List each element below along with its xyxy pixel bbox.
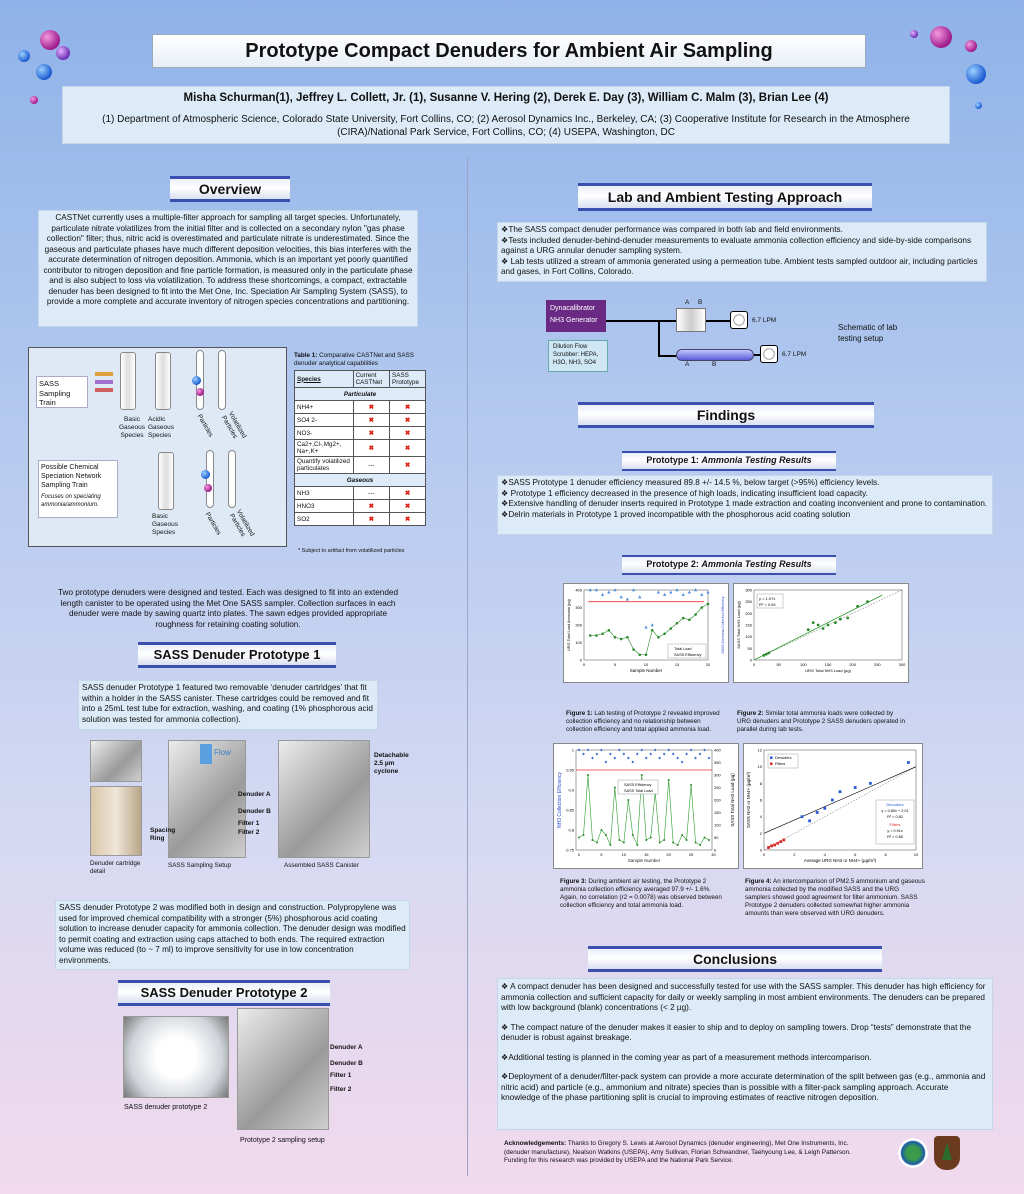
denuder-cartridge-tube-photo [90, 786, 142, 856]
table-cell: NO3- [295, 427, 354, 440]
table-cell: SO2 [295, 513, 354, 526]
particle-dot-icon [201, 470, 210, 479]
legend-label: Denuders [775, 756, 792, 760]
acidic-gaseous-label: Acidic Gaseous Species [148, 416, 175, 439]
proto2-cap2: Prototype 2 sampling setup [240, 1137, 325, 1144]
denuder-annular-icon [676, 349, 754, 361]
denuder-point [823, 807, 826, 810]
filter-point [767, 846, 770, 849]
data-point [762, 654, 765, 657]
col-current: Current CASTNet [353, 371, 389, 388]
acknowledgements: Acknowledgements: Thanks to Gregory S. Lewis at Aerosol Dynamics (denuder engineering), Met One Instruments, Inc. (denuder manufacture), Nealson Watkins (USEPA), Amy Sullivan, Florian Schwandner, Taehyoung Lee, & Leigh Patterson. Funding for this research was provided by USEPA and the National Park Service. [504, 1140, 851, 1164]
y-tick: 4 [759, 814, 762, 820]
denuder-point [808, 819, 811, 822]
legend-label: SASS Efficiency [624, 783, 652, 787]
authors: Misha Schurman(1), Jeffrey L. Collett, Jr. (1), Susanne V. Hering (2), Derek E. Day (3), William C. Malm (3), Brian Lee (4) [183, 92, 829, 104]
x-tick: 20 [666, 852, 671, 857]
x-tick: 20 [705, 662, 711, 667]
decor-bubble [30, 96, 38, 104]
total-load-point [677, 844, 679, 846]
p1-bullet: ❖SASS Prototype 1 denuder efficiency measured 89.8 +/- 14.5 %, below target (>95%) efficiency levels. [501, 478, 880, 487]
y-axis-label: SASS Total NH3 Load (µg) [736, 601, 741, 649]
y-tick: 150 [745, 622, 752, 628]
overview-heading: Overview [170, 176, 290, 202]
decor-bubble [966, 64, 986, 84]
table-cell: Ca2+,Cl-,Mg2+, Na+,K+ [295, 440, 354, 457]
total-load-point [676, 622, 679, 625]
decor-bubble [36, 64, 52, 80]
conclusions-heading: Conclusions [588, 946, 882, 972]
lab-bullet-2: ❖Tests included denuder-behind-denuder measurements to evaluate ammonia collection efficiency and side-by-side comparisons against a URG annular denuder sampling system. [501, 235, 972, 255]
data-point [767, 652, 770, 655]
data-point [856, 605, 859, 608]
particle-dot-icon [192, 376, 201, 385]
assembled-canister-photo [278, 740, 370, 858]
x-tick: 10 [621, 852, 627, 857]
p2-filter2-label: Filter 2 [330, 1086, 352, 1093]
conclusion-item: ❖ The compact nature of the denuder makes it easier to ship and to deploy on sampling towers. Drop “tests” demonstrate that the denuder is robust against breakage. [501, 1022, 972, 1042]
x-tick: 0 [752, 662, 756, 667]
total-load-point [688, 618, 691, 621]
y-tick: 0 [749, 657, 752, 663]
proto1-cap1: Denuder cartridge detail [90, 860, 141, 875]
total-load-point [699, 844, 701, 846]
data-point [765, 653, 768, 656]
volatilized-label: Volatilized Particles [219, 410, 248, 440]
total-load-point [605, 834, 607, 836]
legend-label: Filters [775, 762, 786, 766]
total-load-point [578, 837, 580, 839]
p1-subheading: Prototype 1: Ammonia Testing Results [622, 451, 836, 471]
species-table: Species Current CASTNet SASS Prototype Particulate NH4+ ✖ ✖ SO4 2- ✖ ✖ NO3- ✖ ✖ Ca2+,Cl-,Mg2+, Na+,K+ ✖ ✖ Quantify volatilized particulates --- ✖ Gaseous NH3 --- ✖ HNO3 ✖ ✖ SO2 ✖ ✖ [294, 370, 426, 526]
proto1-cap2: SASS Sampling Setup [168, 862, 232, 869]
y-axis-label: URG Total Load Ammonia (µg) [567, 599, 571, 651]
decor-bubble [910, 30, 918, 38]
proto2-setup-photo [237, 1008, 329, 1130]
table-cell: SO4 2- [295, 414, 354, 427]
decor-bubble [56, 46, 70, 60]
schematic-caption: Schematic of lab testing setup [838, 323, 898, 343]
decor-bubble [40, 30, 60, 50]
total-load-point [620, 638, 623, 641]
total-load-point [657, 636, 660, 639]
total-load-point [645, 839, 647, 841]
total-load-point [587, 774, 589, 776]
table-cell: Quantify volatilized particulates [295, 457, 354, 474]
y-tick: 0 [759, 847, 762, 853]
x-tick: 8 [884, 852, 887, 857]
total-load-point [663, 839, 665, 841]
y-axis-label: SASS NH3 or NH4+ (µg/m³) [746, 771, 751, 829]
total-load-point [608, 629, 611, 632]
x-tick: 15 [644, 852, 649, 857]
a-label-2: A [685, 361, 690, 368]
flow-arrow-icon [200, 744, 212, 764]
total-load-point [704, 837, 706, 839]
x-axis-label: URG Total NH3 Load (µg) [805, 668, 851, 673]
fig2-caption: Figure 2: Similar total ammonia loads were collected by URG denuders and Prototype 2 SASS denuders operated in parallel during lab tests. [737, 710, 906, 733]
x-tick: 5 [613, 662, 617, 667]
fig3-caption: Figure 3: During ambient air testing, the Prototype 2 ammonia collection efficiency averaged 97.9 +/- 1.6%. Again, no correlation (r2 = 0.0078) was observed between collection efficiency and total ammonia load. [560, 878, 722, 909]
p1-bullet: ❖Delrin materials in Prototype 1 proved incompatible with the phosphorous acid coating solution [501, 509, 851, 519]
total-load-point [645, 653, 648, 656]
total-load-point [627, 799, 629, 801]
spacing-ring-label: Spacing Ring [150, 827, 176, 842]
proto2-cap1: SASS denuder prototype 2 [124, 1104, 208, 1111]
total-load-point [632, 648, 635, 651]
r-squared: R² = 0.94 [759, 602, 776, 607]
y2-tick: 250 [714, 785, 721, 790]
total-load-point [694, 613, 697, 616]
x-tick: 300 [898, 662, 906, 667]
affiliations: (1) Department of Atmospheric Science, Colorado State University, Fort Collins, CO; (2) Aerosol Dynamics Inc., Berkeley, CA; (3) Cooperative Institute for Research in the Atmosphere (CIRA)/National Park Service, Fort Collins, CO; (4) USEPA, Washington, DC [102, 114, 910, 138]
x-axis-label: Sample Number [629, 668, 663, 673]
p1-bullet: ❖ Prototype 1 efficiency decreased in the presence of high loads, indicating insufficient load capacity. [501, 488, 868, 498]
y2-axis-label: SASS Total NH3 Load (µg) [730, 773, 735, 827]
y2-tick: 350 [714, 760, 721, 765]
p2-denuder-a-label: Denuder A [330, 1044, 363, 1051]
equation-label: Denuders [886, 802, 904, 807]
filter-point [773, 844, 776, 847]
legend-swatch [770, 763, 773, 766]
x-tick: 30 [711, 852, 716, 857]
r-squared: R² = 0.85 [887, 835, 903, 839]
y-tick: 100 [745, 634, 752, 640]
y-tick: 100 [575, 640, 582, 645]
denuder-point [816, 811, 819, 814]
fig1-chart [563, 583, 729, 683]
volatilized-label-2: Volatilized Particles [227, 508, 256, 538]
equation: y = 0.91x [887, 829, 903, 833]
denuder-point [869, 782, 872, 785]
total-load-point [707, 603, 710, 606]
total-load-point [663, 632, 666, 635]
p2-denuder-b-label: Denuder B [330, 1060, 363, 1067]
p1-findings-box [497, 475, 993, 535]
total-load-point [650, 837, 652, 839]
total-load-point [623, 842, 625, 844]
denuder-point [907, 761, 910, 764]
y-axis-label: NH3 Collection Efficiency [557, 771, 563, 829]
col-sass: SASS Prototype [390, 371, 426, 388]
x-tick: 10 [913, 852, 919, 857]
p2-filter1-label: Filter 1 [330, 1072, 352, 1079]
total-load-point [701, 606, 704, 609]
y2-tick: 100 [714, 822, 721, 828]
network-note: Focuses on speciating ammonia/ammonium. [41, 494, 101, 508]
flow-line [658, 321, 660, 355]
particles-label-2: Particles [203, 511, 223, 537]
total-load-point [641, 774, 643, 776]
filter-point [776, 842, 779, 845]
dilution-box: Dilution Flow Scrubber: HEPA, H3O, NH3, SO4 [548, 340, 608, 372]
legend-label: Total Load [674, 647, 692, 651]
total-load-point [596, 842, 598, 844]
poster-title: Prototype Compact Denuders for Ambient Air Sampling [245, 40, 773, 62]
y-tick: 250 [745, 599, 752, 605]
equation-label: Filters [889, 822, 901, 827]
filter-point [770, 844, 773, 847]
y-tick: 0.8 [568, 827, 574, 833]
total-load-point [659, 842, 661, 844]
y2-tick: 300 [714, 772, 721, 778]
equation: y = 1.07x [759, 596, 776, 601]
conclusions-box [497, 978, 993, 1130]
conclusion-item: ❖Deployment of a denuder/filter-pack system can provide a more accurate determination of the split between gas (e.g., ammonia and nitric acid) and particle (e.g., ammonium and nitrate) species than is possible with a filter-pack sampling approach. Accurate knowledge of the phase partitioning split is crucial to improving estimates of reactive nitrogen deposition. [501, 1072, 986, 1102]
total-load-point [639, 653, 642, 656]
particle-dot-icon [204, 484, 212, 492]
data-point [834, 621, 837, 624]
sass-train-label: SASS Sampling Train [36, 376, 88, 408]
table-cell: HNO3 [295, 500, 354, 513]
lab-heading: Lab and Ambient Testing Approach [578, 183, 872, 211]
filter-point [779, 840, 782, 843]
denuder-point [839, 790, 842, 793]
denuder-point [801, 815, 804, 818]
total-load-point [686, 839, 688, 841]
y2-tick: 0 [714, 847, 717, 853]
total-load-point [708, 839, 710, 841]
p1-bullet: ❖Extensive handling of denuder inserts required in Prototype 1 made extraction and coating inconvenient and prone to contamination. [501, 499, 988, 508]
proto2-intro: SASS denuder Prototype 2 was modified both in design and construction. Polypropylene was used for improved chemical compatibility with a stronger (5%) phosphorous acid coating solution to increase denuder capacity for ammonia collection. The denuder design was modified to permit coating and extraction using caps attached to both ends. The required extraction volume was reduced (to ~ 7 ml) to improve sensitivity for use in low concentration environments. [55, 900, 410, 970]
denuder-tube-icon [155, 352, 171, 410]
denuder-cartridge-photo [90, 740, 142, 782]
table-cell: NH4+ [295, 401, 354, 414]
x-tick: 4 [823, 852, 826, 857]
data-point [846, 617, 849, 620]
decor-bubble [18, 50, 30, 62]
total-load-point [591, 839, 593, 841]
x-tick: 6 [854, 852, 857, 857]
decor-bubble [965, 40, 977, 52]
data-point [866, 600, 869, 603]
proto2-denuder-photo [123, 1016, 229, 1098]
y2-tick: 200 [714, 797, 721, 803]
denuder-tube-icon [120, 352, 136, 410]
table-cell: NH3 [295, 487, 354, 500]
overview-text: CASTNet currently uses a multiple-filter approach for sampling all target species. Unfortunately, particulate nitrate volatilizes from the initial filter and is collected on a secondary nylon "gas phase collection" filter; thus, nitric acid is overestimated and particulate nitrate is underestimated. Since the gaseous and particulate phases have much different deposition velocities, this bias interferes with the accurate determination of nitrogen deposition. Ammonia, which is an important yet poorly quantified contributor to nitrogen deposition and fine particle formation, is measured only in the particulate phase and is also subject to loss via volatilization. To address these shortcomings, a compact, extractable denuder has been designed to fit into the Met One, Inc. Speciation Air Sampling System (SASS), to provide a more complete and accurate inventory of nitrogen species concentrations and partitioning. [38, 210, 418, 327]
particle-dot-icon [196, 388, 204, 396]
total-load-point [670, 627, 673, 630]
flow-label: Flow [214, 748, 231, 757]
particles-label: Particles [195, 413, 215, 439]
lpm-label-2: 6.7 LPM [782, 351, 807, 358]
y-tick: 0.75 [566, 847, 574, 853]
proto1-heading: SASS Denuder Prototype 1 [138, 642, 336, 668]
x-tick: 2 [793, 852, 796, 857]
denuder-point [831, 799, 834, 802]
y2-tick: 150 [714, 810, 721, 815]
total-load-point [668, 779, 670, 781]
equation: y = 0.80x + 2.01 [881, 809, 909, 813]
table-caption: Table 1: Comparative CASTNet and SASS denuder analytical capabilities [294, 352, 414, 367]
total-load-point [672, 842, 674, 844]
proto1-text: SASS denuder Prototype 1 featured two removable ‘denuder cartridges’ that fit within a holder in the SASS canister. These cartridges could be removed and fit into a 25mL test tube for extraction, washing, and coating (1% phosphorous acid solution was tested for ammonia collection). [78, 680, 378, 730]
total-load-point [614, 636, 617, 639]
y-tick: 400 [575, 587, 582, 593]
gaseous-row: Gaseous [295, 474, 426, 487]
x-tick: 50 [776, 662, 781, 667]
x-axis-label: Sample Number [627, 858, 661, 863]
y2-tick: 50 [714, 835, 719, 840]
total-load-point [589, 634, 592, 637]
total-load-point [681, 834, 683, 836]
filter1-label: Filter 1 [238, 820, 260, 827]
flow-line [706, 320, 730, 322]
filter-point [782, 839, 785, 842]
fig3-chart [553, 743, 739, 869]
basic-gaseous-label: Basic Gaseous Species [118, 416, 146, 439]
y-tick: 6 [759, 797, 762, 803]
data-point [827, 624, 830, 627]
proto1-cap3: Assembled SASS Canister [284, 862, 359, 869]
b-label-2: B [712, 361, 717, 368]
lpm-label-1: 6.7 LPM [752, 317, 777, 324]
flow-arrow-icon [95, 388, 113, 392]
flow-arrow-icon [95, 380, 113, 384]
legend-label: SASS Efficiency [674, 653, 702, 657]
x-tick: 0 [762, 852, 766, 857]
fig2-chart [733, 583, 909, 683]
y-tick: 300 [745, 587, 752, 593]
x-tick: 250 [873, 662, 881, 667]
denuder-stack-icon [676, 308, 706, 332]
total-load-point [614, 787, 616, 789]
legend-label: SASS Total Load [624, 789, 653, 793]
total-load-point [632, 834, 634, 836]
data-point [807, 628, 810, 631]
x-tick: 0 [582, 662, 586, 667]
fig1-caption: Figure 1: Lab testing of Prototype 2 revealed improved collection efficiency and no relationship between collection efficiency and total applied ammonia load. [566, 710, 720, 733]
x-tick: 15 [674, 662, 680, 667]
flow-arrow-icon [95, 372, 113, 376]
denuder-point [854, 786, 857, 789]
legend-swatch [770, 757, 773, 760]
flow-line [606, 320, 676, 322]
x-tick: 100 [799, 662, 807, 667]
fig4-caption: Figure 4: An intercomparison of PM2.5 ammonium and gaseous ammonia collected by the modified SASS and the URG samplers showed good agreement for filter ammonium. SASS Prototype 2 denuders collected somewhat higher ammonia amounts than were observed with URG denuders. [745, 878, 925, 917]
b-label-1: B [698, 299, 703, 306]
x-tick: 150 [824, 662, 832, 667]
total-load-point [600, 829, 602, 831]
total-load-point [618, 839, 620, 841]
total-load-point [626, 636, 629, 639]
x-tick: 0 [577, 852, 581, 857]
proto2-heading: SASS Denuder Prototype 2 [118, 980, 330, 1006]
denuder-tube-icon [158, 452, 174, 510]
design-text: Two prototype denuders were designed and tested. Each was designed to fit into an extended length canister to be operated using the Met One SASS sampler. Collection surfaces in each denuder were made by sawing quartz into plates. The sawn edges provided appropriate roughness for retaining coating solution. [58, 588, 399, 629]
data-point [822, 627, 825, 630]
a-label-1: A [685, 299, 690, 306]
y-tick: 1 [571, 747, 574, 753]
denuder-a-label: Denuder A [238, 791, 271, 798]
data-point [812, 621, 815, 624]
epa-logo [898, 1138, 928, 1168]
flow-line [658, 355, 676, 357]
findings-heading: Findings [578, 402, 874, 428]
total-load-point [690, 784, 692, 786]
x-tick: 5 [600, 852, 603, 857]
y-tick: 0.9 [568, 787, 574, 793]
y2-tick: 400 [714, 747, 721, 753]
y-tick: 300 [575, 605, 582, 610]
total-load-point [682, 617, 685, 620]
dynacalibrator-box: Dynacalibrator NH3 Generator [546, 300, 606, 332]
y-tick: 0.95 [566, 767, 574, 773]
total-load-point [695, 842, 697, 844]
total-load-point [651, 629, 654, 632]
filter-icon [228, 450, 236, 508]
total-load-point [601, 632, 604, 635]
basic-gaseous-label-2: Basic Gaseous Species [152, 513, 179, 536]
total-load-point [582, 834, 584, 836]
total-load-point [636, 844, 638, 846]
lab-bullet-1: ❖The SASS compact denuder performance was compared in both lab and field environments. [501, 225, 843, 234]
y2-axis-label: SASS Ammonia Collection Efficiency [721, 596, 725, 654]
filter-icon [206, 450, 214, 508]
x-axis-label: Average URG NH3 or NH4+ (µg/m³) [803, 858, 877, 863]
lab-box [497, 222, 987, 282]
y-tick: 12 [757, 747, 762, 753]
filter-icon [218, 350, 226, 410]
pump-icon [730, 311, 748, 329]
col-species: Species [295, 371, 354, 388]
y-tick: 10 [757, 764, 762, 770]
pump-icon [760, 345, 778, 363]
network-label: Possible Chemical Speciation Network Sampling Train [41, 464, 102, 489]
y-tick: 8 [759, 780, 762, 786]
conclusion-item: ❖Additional testing is planned in the coming year as part of a measurement methods intercomparison. [501, 1052, 872, 1062]
fig4-chart [743, 743, 923, 869]
total-load-point [595, 634, 598, 637]
p2-subheading: Prototype 2: Ammonia Testing Results [622, 555, 836, 575]
y-tick: 0.85 [566, 807, 574, 813]
r-squared: R² = 0.82 [887, 815, 903, 819]
y-tick: 50 [747, 645, 752, 651]
denuder-b-label: Denuder B [238, 808, 271, 815]
y-tick: 0 [579, 657, 582, 663]
column-divider [467, 156, 468, 1176]
x-tick: 200 [849, 662, 857, 667]
y-tick: 2 [759, 830, 762, 836]
data-point [817, 624, 820, 627]
total-load-point [609, 844, 611, 846]
x-tick: 10 [643, 662, 649, 667]
plot-area [576, 750, 712, 850]
particulate-row: Particulate [295, 388, 426, 401]
x-tick: 25 [688, 852, 694, 857]
lab-bullet-3: ❖ Lab tests utilized a stream of ammonia generated using a permeation tube. Ambient tests sampled outdoor air, including particles and gases, in Fort Collins, Colorado. [501, 256, 978, 276]
decor-bubble [975, 102, 982, 109]
decor-bubble [930, 26, 952, 48]
conclusion-item: ❖ A compact denuder has been designed and successfully tested for use with the SASS sampler. This denuder has high efficiency for ammonia collection and sufficient capacity for daily or weekly sampling in most ambient environments. The denuders can be prepared with low background (blank) concentrations (< 2 µg). [501, 982, 986, 1012]
data-point [839, 618, 842, 621]
y-tick: 200 [745, 610, 752, 616]
cyclone-label: Detachable 2.5 µm cyclone [374, 752, 409, 775]
table-footnote: * Subject to artifact from volatilized particles [298, 548, 405, 554]
filter2-label: Filter 2 [238, 829, 260, 836]
y-tick: 200 [575, 622, 582, 628]
